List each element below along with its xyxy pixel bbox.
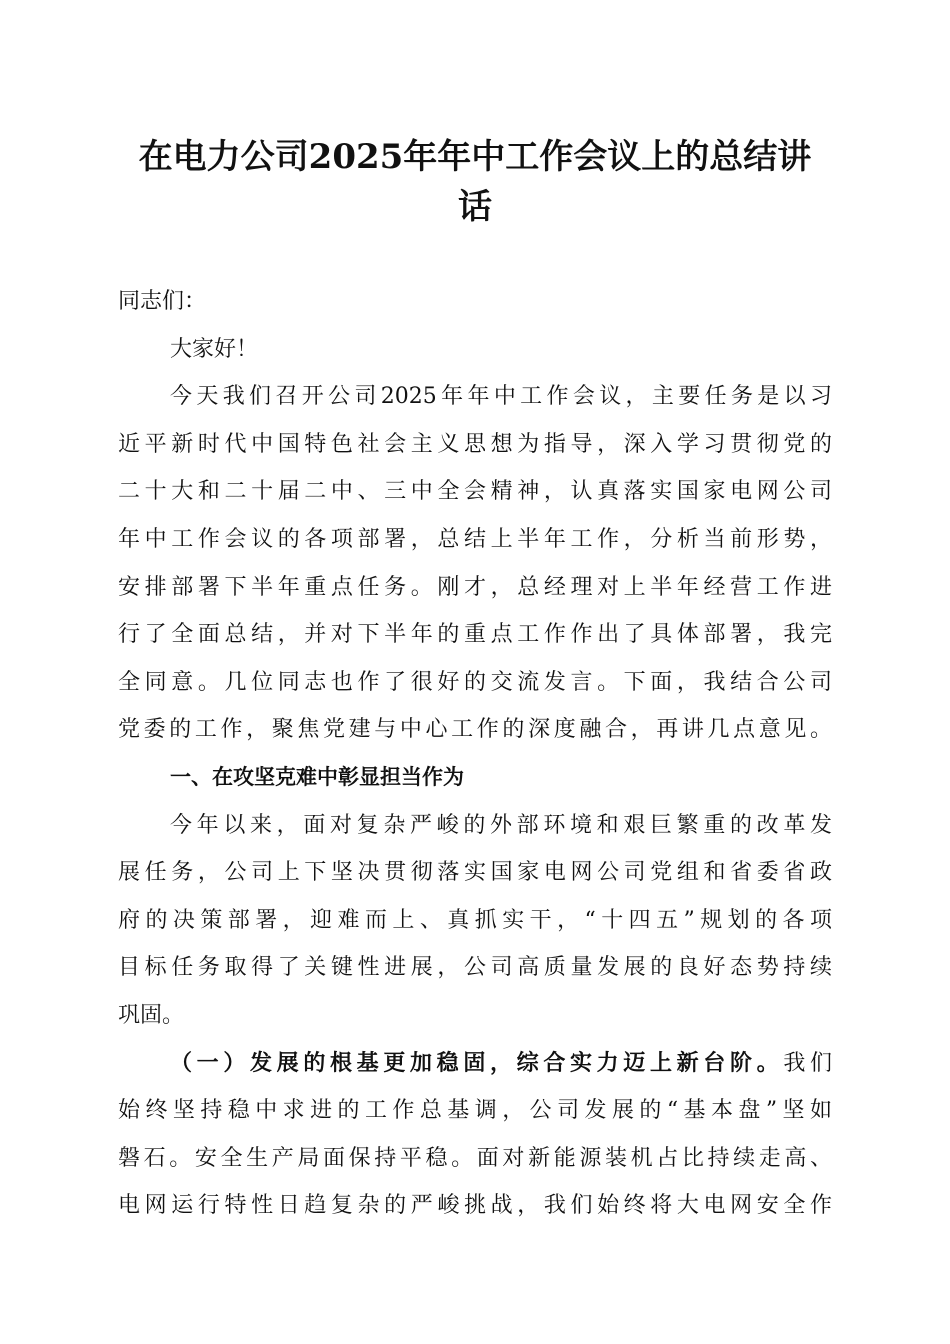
intro-line: 年中工作会议的各项部署，总结上半年工作，分析当前形势， [118,526,832,552]
intro-line: 安排部署下半年重点任务。刚才，总经理对上半年经营工作进 [118,574,832,600]
intro-line: 行了全面总结，并对下半年的重点工作作出了具体部署，我完 [118,622,832,648]
subsection-line: 电网运行特性日趋复杂的严峻挑战，我们始终将大电网安全作 [118,1193,832,1219]
intro-line: 二十大和二十届二中、三中全会精神，认真落实国家电网公司 [118,479,832,505]
subsection-heading: （一）发展的根基更加稳固，综合实力迈上新台阶。 [170,1049,784,1076]
greeting: 大家好！ [170,336,259,362]
section-line: 今年以来，面对复杂严峻的外部环境和艰巨繁重的改革发 [170,812,832,838]
section-line: 府的决策部署，迎难而上、真抓实干，“十四五”规划的各项 [118,907,832,933]
intro-line: 今天我们召开公司2025年年中工作会议，主要任务是以习 [170,384,832,410]
subsection-first-line [118,1040,832,1088]
intro-line: 近平新时代中国特色社会主义思想为指导，深入学习贯彻党的 [118,431,832,457]
title-line-2: 话 [458,187,492,227]
section-heading: 一、在攻坚克难中彰显担当作为 [170,764,464,789]
subsection-first-rest: 我们 [783,1050,832,1076]
intro-line: 党委的工作，聚焦党建与中心工作的深度融合，再讲几点意见。 [118,717,832,743]
document-body [118,278,832,1230]
section-line: 展任务，公司上下坚决贯彻落实国家电网公司党组和省委省政 [118,860,832,886]
section-line: 巩固。 [118,1002,185,1028]
salutation: 同志们： [118,289,207,314]
document-title [120,132,830,232]
section-line: 目标任务取得了关键性进展，公司高质量发展的良好态势持续 [118,955,832,981]
subsection-line: 始终坚持稳中求进的工作总基调，公司发展的“基本盘”坚如 [118,1098,832,1124]
title-line-1: 在电力公司2025年年中工作会议上的总结讲 [138,137,812,177]
intro-line: 全同意。几位同志也作了很好的交流发言。下面，我结合公司 [118,669,832,695]
subsection-line: 磐石。安全生产局面保持平稳。面对新能源装机占比持续走高、 [118,1145,832,1171]
